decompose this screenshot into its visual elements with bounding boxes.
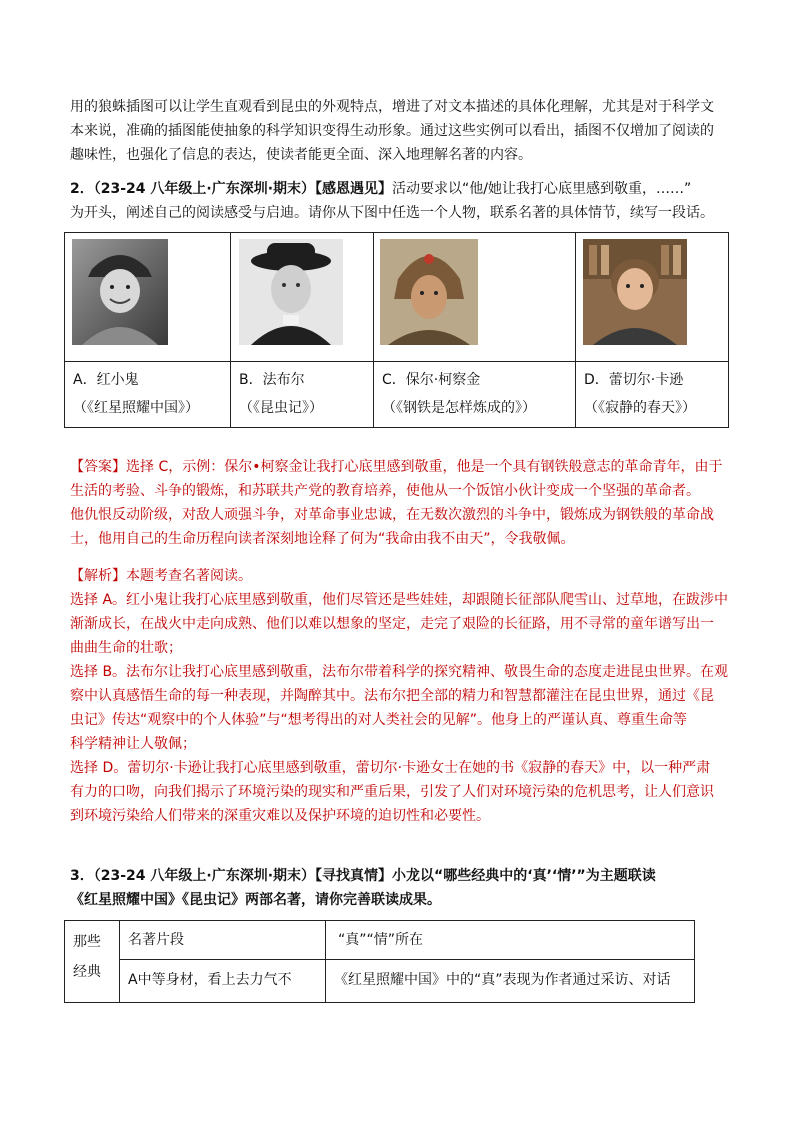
analysis-text: 本题考查名著阅读。 (126, 568, 252, 584)
analysis-line: 虫记》传达“观察中的个人体验”与“想考得出的对人类社会的见解”。他身上的严谨认真、尊重生命等 (70, 712, 688, 728)
question-3-line-1 (70, 864, 726, 888)
option-book: （《红星照耀中国》） (73, 400, 199, 416)
answer-line: 士，他用自己的生命历程向读者深刻地诠释了何为“我命由我不由天”，令我敬佩。 (70, 531, 575, 547)
answer-text: 选择 C，示例：保尔•柯察金让我打心底里感到敬重，他是一个具有钢铁般意志的革命青年，由于 (126, 459, 723, 475)
analysis-line: 察中认真感悟生命的每一种表现，并陶醉其中。法布尔把全部的精力和智慧都灌注在昆虫世界，通过《昆 (70, 688, 714, 704)
truth-emotion-column (326, 921, 694, 1002)
excerpt-cell: A中等身材，看上去力气不 (128, 972, 292, 988)
answer-line: 他仇恨反动阶级，对敌人顽强斗争，对革命事业忠诚，在无数次激烈的斗争中，锻炼成为钢铁般的革命战 (70, 507, 714, 523)
answer-block (70, 455, 726, 551)
option-label: B．法布尔 (239, 372, 305, 388)
question-number: 3． (70, 868, 94, 884)
options-table (64, 232, 729, 428)
cell-divider (65, 361, 230, 362)
analysis-line: 曲曲生命的壮歌； (70, 640, 182, 656)
row-divider (120, 959, 325, 960)
excerpt-column (120, 921, 326, 1002)
reading-table (64, 920, 695, 1003)
option-b-cell (231, 233, 374, 427)
man-in-hat-photo (239, 239, 343, 345)
analysis-block (70, 564, 729, 828)
analysis-line: 有力的口吻，向我们揭示了环境污染的现实和严重后果，引发了人们对环境污染的危机思考，让人们意识 (70, 784, 714, 800)
question-tag: 【感恩遇见】 (315, 181, 393, 197)
intro-line: 趣味性，也强化了信息的表达，使读者能更全面、深入地理解名著的内容。 (70, 147, 532, 163)
answer-tag: 【答案】 (70, 459, 126, 475)
question-source: （23-24 八年级上·广东深圳·期末） (93, 868, 316, 884)
cell-divider (374, 361, 575, 362)
excerpt-header: 名著片段 (128, 932, 184, 948)
intro-line: 本来说，准确的插图能使抽象的科学知识变得生动形象。通过这些实例可以看出，插图不仅增加了阅读的 (70, 123, 714, 139)
question-2-stem (70, 177, 726, 225)
woman-photo (583, 239, 687, 345)
option-a-cell (65, 233, 231, 427)
option-book: （《昆虫记》） (239, 400, 323, 416)
analysis-line (70, 564, 726, 588)
analysis-line: 到环境污染给人们带来的深重灾难以及保护环境的迫切性和必要性。 (70, 808, 490, 824)
question-text: 活动要求以“他/她让我打心底里感到敬重，……” (392, 181, 692, 197)
analysis-line: 科学精神让人敬佩； (70, 736, 196, 752)
intro-line: 用的狼蛛插图可以让学生直观看到昆虫的外观特点，增进了对文本描述的具体化理解，尤其是对于科学文 (70, 99, 714, 115)
cell-divider (231, 361, 373, 362)
intro-paragraph (70, 95, 726, 167)
question-tag: 【寻找真情】 (315, 868, 393, 884)
classics-column (65, 921, 120, 1002)
analysis-line: 选择 A。红小鬼让我打心底里感到敬重，他们尽管还是些娃娃，却跟随长征部队爬雪山、过草地，在跋涉中 (70, 592, 729, 608)
cell-divider (576, 361, 728, 362)
question-number: 2． (70, 181, 94, 197)
question-source: （23-24 八年级上·广东深圳·期末） (93, 181, 316, 197)
question-text: 小龙以“哪些经典中的‘真’‘情’”为主题联读 (392, 868, 656, 884)
question-2-line-2: 为开头，阐述自己的阅读感受与启迪。请你从下图中任选一个人物，联系名著的具体情节，续写一段话。 (70, 205, 714, 221)
option-book: （《寂静的春天》） (584, 400, 696, 416)
option-d-cell (576, 233, 728, 427)
question-2-line-1 (70, 177, 726, 201)
answer-line: 生活的考验、斗争的锻炼，和苏联共产党的教育培养，使他从一个饭馆小伙计变成一个坚强的革命者。 (70, 483, 700, 499)
classics-label-line-1: 那些 (73, 934, 101, 950)
question-3-stem (70, 864, 726, 912)
option-c-cell (374, 233, 576, 427)
row-divider (326, 959, 694, 960)
soldier-photo (380, 239, 478, 345)
analysis-line: 渐渐成长，在战火中走向成熟、他们以难以想象的坚定，走完了艰险的长征路，用不寻常的童年谱写出一 (70, 616, 714, 632)
option-book: （《钢铁是怎样炼成的》） (382, 400, 536, 416)
answer-line (70, 455, 726, 479)
truth-emotion-header: “真”“情”所在 (338, 932, 424, 948)
analysis-line: 选择 B。法布尔让我打心底里感到敬重，法布尔带着科学的探究精神、敬畏生命的态度走进昆虫世界。在观 (70, 664, 729, 680)
boy-in-cap-photo (72, 239, 168, 345)
option-label: A．红小鬼 (73, 372, 139, 388)
option-label: D．蕾切尔·卡逊 (584, 372, 684, 388)
option-label: C．保尔·柯察金 (382, 372, 481, 388)
classics-label-line-2: 经典 (73, 964, 101, 980)
truth-emotion-cell: 《红星照耀中国》中的“真”表现为作者通过采访、对话 (334, 972, 671, 988)
analysis-tag: 【解析】 (70, 568, 126, 584)
question-3-line-2: 《红星照耀中国》《昆虫记》两部名著，请你完善联读成果。 (70, 892, 441, 908)
analysis-line: 选择 D。蕾切尔·卡逊让我打心底里感到敬重，蕾切尔·卡逊女士在她的书《寂静的春天》中，以一种严肃 (70, 760, 711, 776)
